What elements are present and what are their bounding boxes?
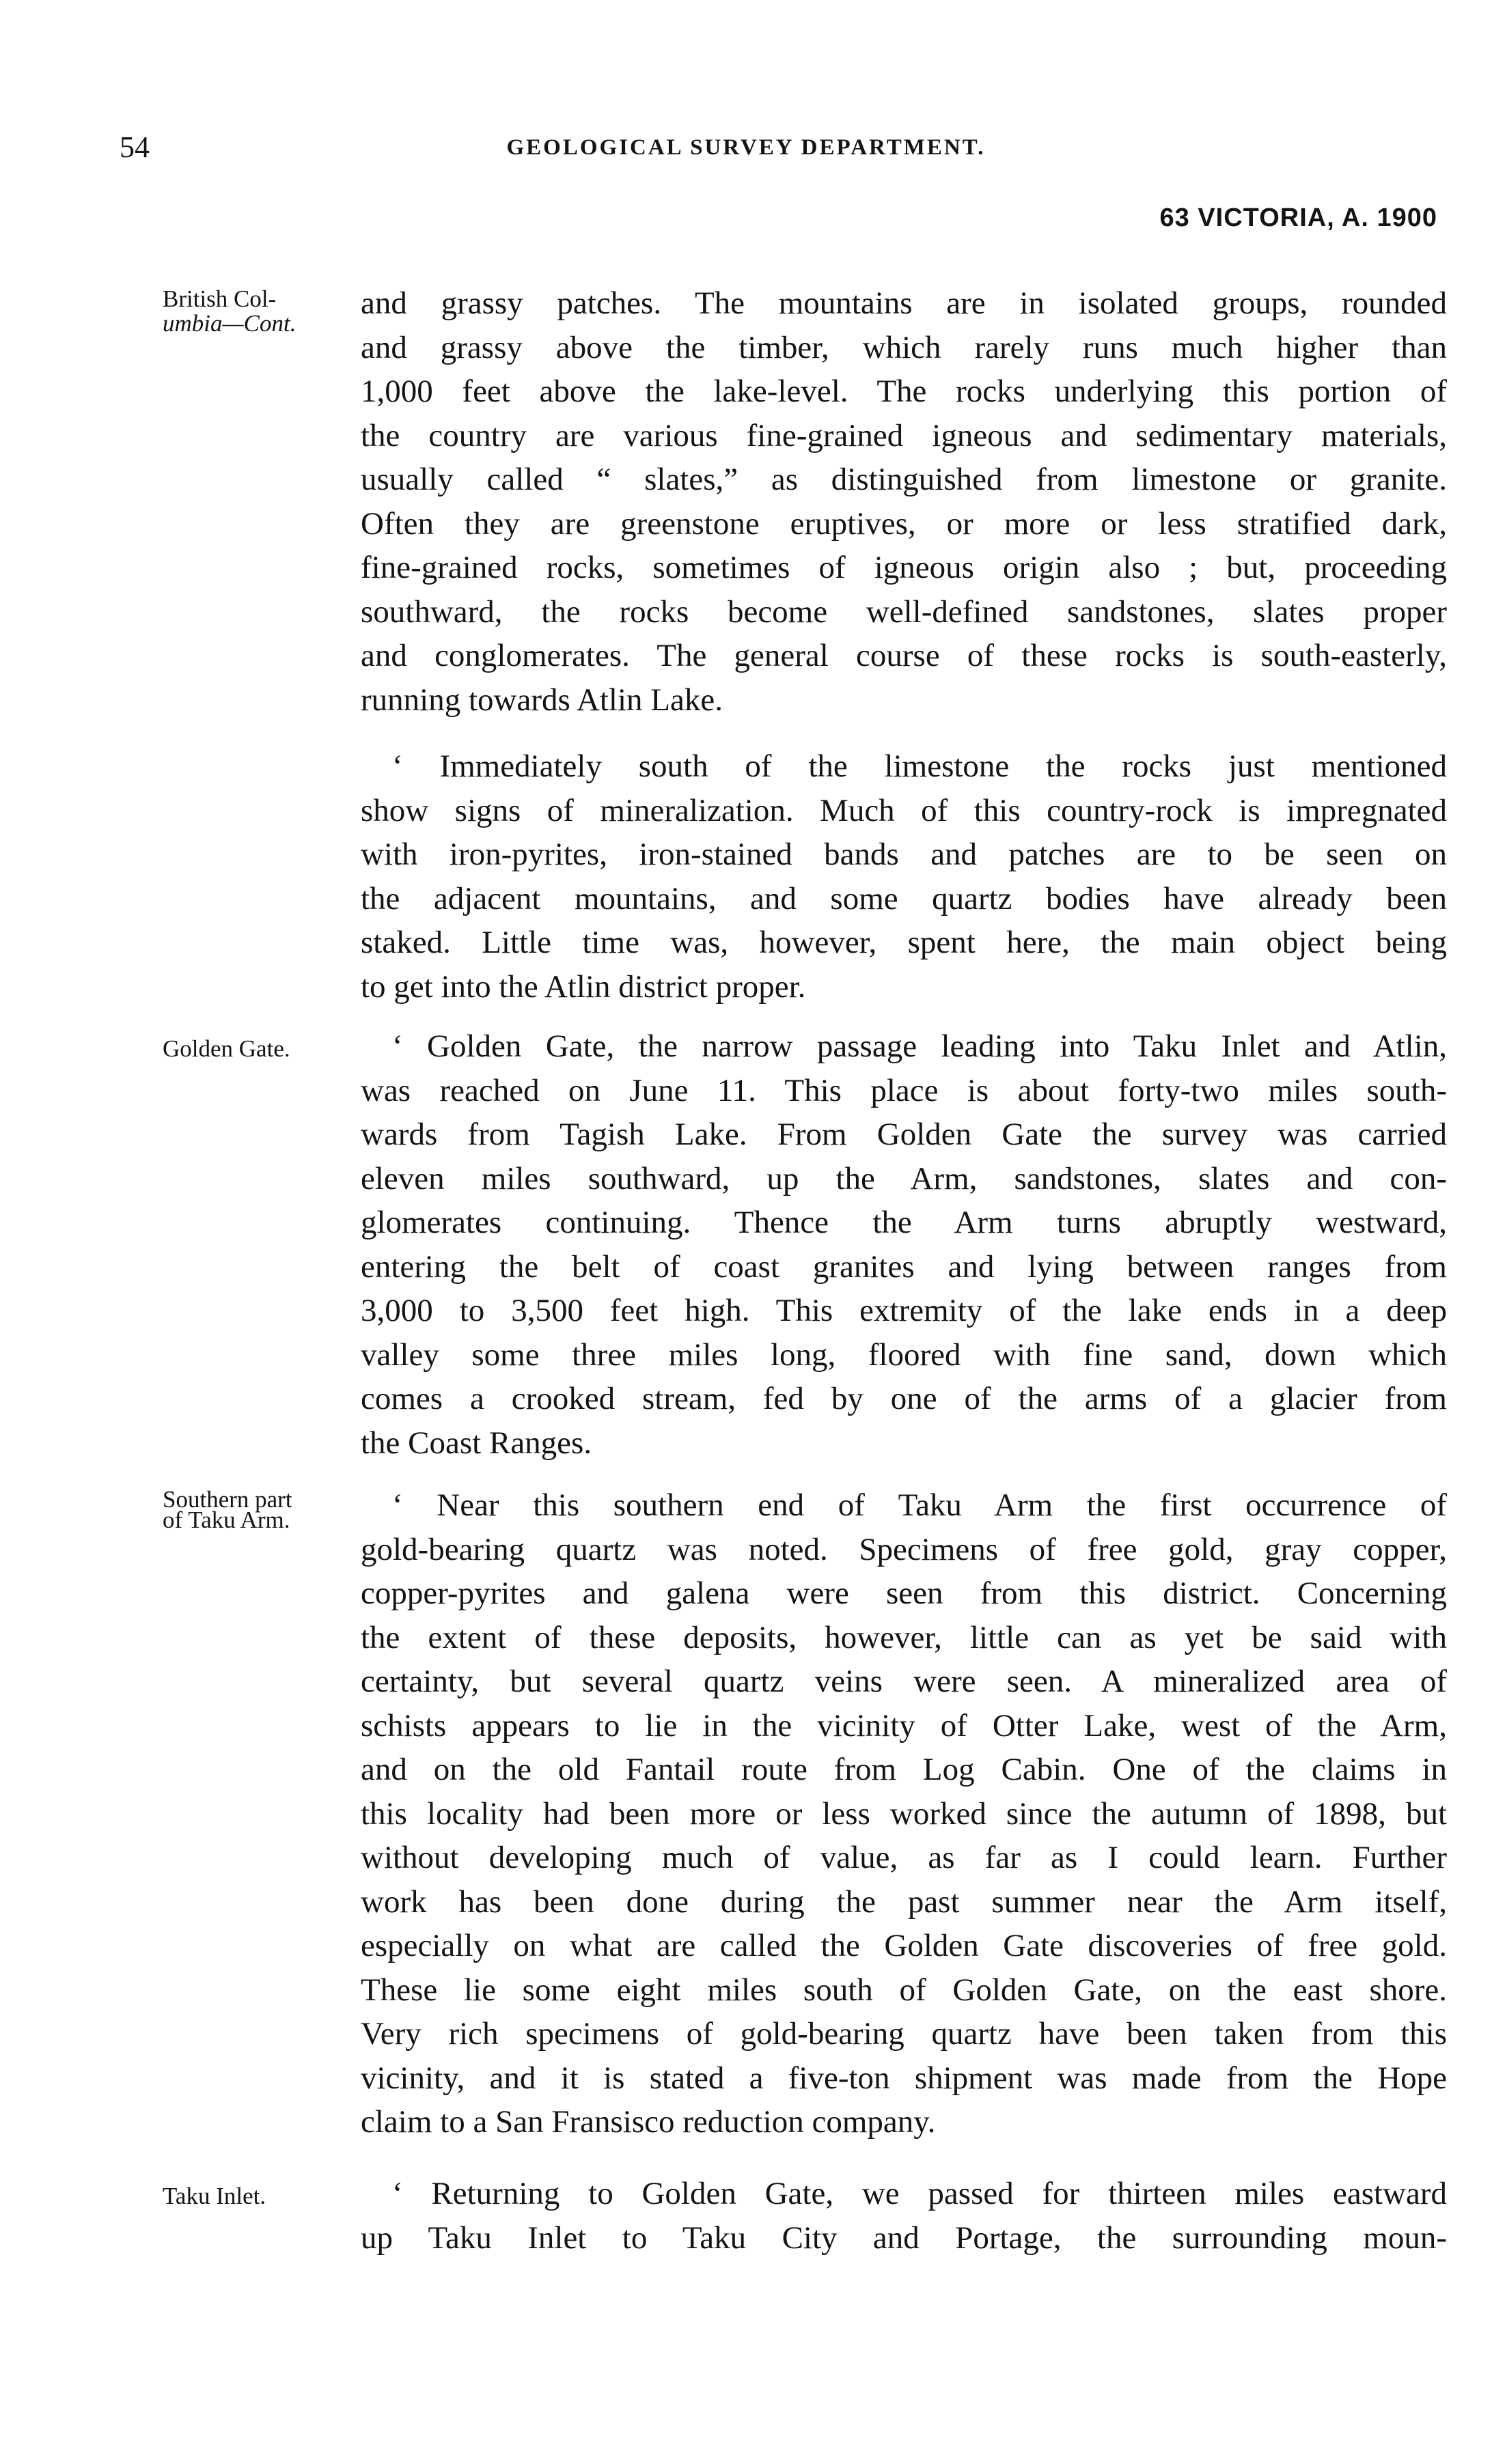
text-line: schists appears to lie in the vicinity of Otter Lake, west of the Arm, — [361, 1707, 1447, 1744]
text-line: was reached on June 11. This place is about forty-two miles south- — [361, 1072, 1447, 1108]
margin-note-british-columbia — [163, 287, 361, 336]
paragraph-5 — [361, 2172, 1447, 2260]
text-line: and grassy patches. The mountains are in isolated groups, rounded — [361, 285, 1447, 321]
text-line: work has been done during the past summer near the Arm itself, — [361, 1884, 1447, 1920]
text-line: and conglomerates. The general course of these rocks is south-easterly, — [361, 638, 1447, 673]
text-line: staked. Little time was, however, spent here, the main object being — [361, 925, 1447, 960]
text-line: with iron-pyrites, iron-stained bands and patches are to be seen on — [361, 837, 1447, 872]
text-line: certainty, but several quartz veins were seen. A mineralized area of — [361, 1664, 1447, 1699]
margin-note-line: Southern part — [163, 1486, 292, 1513]
text-line: fine-grained rocks, sometimes of igneous origin also ; but, proceeding — [361, 550, 1447, 585]
text-line: ‘ Immediately south of the limestone the rocks just mentioned — [392, 748, 1447, 784]
text-line: copper-pyrites and galena were seen from this district. Concerning — [361, 1576, 1447, 1611]
text-line: the country are various fine-grained igneous and sedimentary materials, — [361, 417, 1447, 453]
session-label: 63 VICTORIA, A. 1900 — [1159, 204, 1437, 232]
margin-note-line: Golden Gate. — [163, 1035, 290, 1062]
paragraph-3 — [361, 1024, 1447, 1465]
margin-note-line: Taku Inlet. — [163, 2183, 266, 2209]
text-line: ‘ Near this southern end of Taku Arm the first occurrence of — [392, 1487, 1447, 1523]
text-line: the extent of these deposits, however, little can as yet be said with — [361, 1619, 1447, 1655]
margin-note-southern-part — [163, 1487, 361, 1532]
margin-note-golden-gate — [163, 1037, 361, 1061]
text-line: comes a crooked stream, fed by one of the arms of a glacier from — [361, 1381, 1447, 1416]
text-line: 1,000 feet above the lake-level. The rocks underlying this portion of — [361, 374, 1447, 409]
text-line: valley some three miles long, floored with fine sand, down which — [361, 1336, 1447, 1373]
paragraph-2 — [361, 744, 1447, 1009]
margin-note-line: British Col- — [163, 285, 277, 312]
text-line: These lie some eight miles south of Golden Gate, on the east shore. — [361, 1972, 1447, 2008]
text-line: claim to a San Fransisco reduction company. — [361, 2104, 936, 2140]
page-number: 54 — [120, 130, 150, 164]
text-line: and grassy above the timber, which rarely runs much higher than — [361, 329, 1447, 365]
text-line: ‘ Golden Gate, the narrow passage leading into Taku Inlet and Atlin, — [392, 1028, 1447, 1064]
text-line: show signs of mineralization. Much of this country-rock is impregnated — [361, 792, 1447, 828]
margin-note-taku-inlet — [163, 2184, 361, 2209]
text-line: eleven miles southward, up the Arm, sandstones, slates and con- — [361, 1160, 1447, 1196]
text-line: up Taku Inlet to Taku City and Portage, the surrounding moun- — [361, 2220, 1447, 2256]
text-line: gold-bearing quartz was noted. Specimens of free gold, gray copper, — [361, 1531, 1447, 1567]
text-line: usually called “ slates,” as distinguished from limestone or granite. — [361, 462, 1447, 497]
running-head: GEOLOGICAL SURVEY DEPARTMENT. — [506, 135, 986, 160]
paragraph-4 — [361, 1483, 1447, 2144]
text-line: 3,000 to 3,500 feet high. This extremity of the lake ends in a deep — [361, 1293, 1447, 1328]
text-line: southward, the rocks become well-defined sandstones, slates proper — [361, 593, 1447, 630]
text-line: ‘ Returning to Golden Gate, we passed for thirteen miles eastward — [392, 2176, 1447, 2211]
text-line: to get into the Atlin district proper. — [361, 968, 806, 1005]
text-line: especially on what are called the Golden Gate discoveries of free gold. — [361, 1928, 1447, 1963]
text-line: vicinity, and it is stated a five-ton shipment was made from the Hope — [361, 2060, 1447, 2096]
text-line: the Coast Ranges. — [361, 1425, 592, 1461]
text-line: glomerates continuing. Thence the Arm turns abruptly westward, — [361, 1205, 1447, 1240]
text-line: Often they are greenstone eruptives, or more or less stratified dark, — [361, 505, 1447, 542]
margin-note-line: umbia—Cont. — [163, 310, 296, 337]
text-line: and on the old Fantail route from Log Cabin. One of the claims in — [361, 1752, 1447, 1787]
text-line: wards from Tagish Lake. From Golden Gate the survey was carried — [361, 1117, 1447, 1152]
margin-note-line: of Taku Arm. — [163, 1507, 290, 1533]
text-line: Very rich specimens of gold-bearing quartz have been taken from this — [361, 2016, 1447, 2052]
text-line: the adjacent mountains, and some quartz bodies have already been — [361, 880, 1447, 916]
text-line: this locality had been more or less worked since the autumn of 1898, but — [361, 1795, 1447, 1832]
text-line: entering the belt of coast granites and lying between ranges from — [361, 1248, 1447, 1285]
text-line: without developing much of value, as far as I could learn. Further — [361, 1840, 1447, 1875]
text-line: running towards Atlin Lake. — [361, 682, 723, 718]
paragraph-1 — [361, 281, 1447, 722]
